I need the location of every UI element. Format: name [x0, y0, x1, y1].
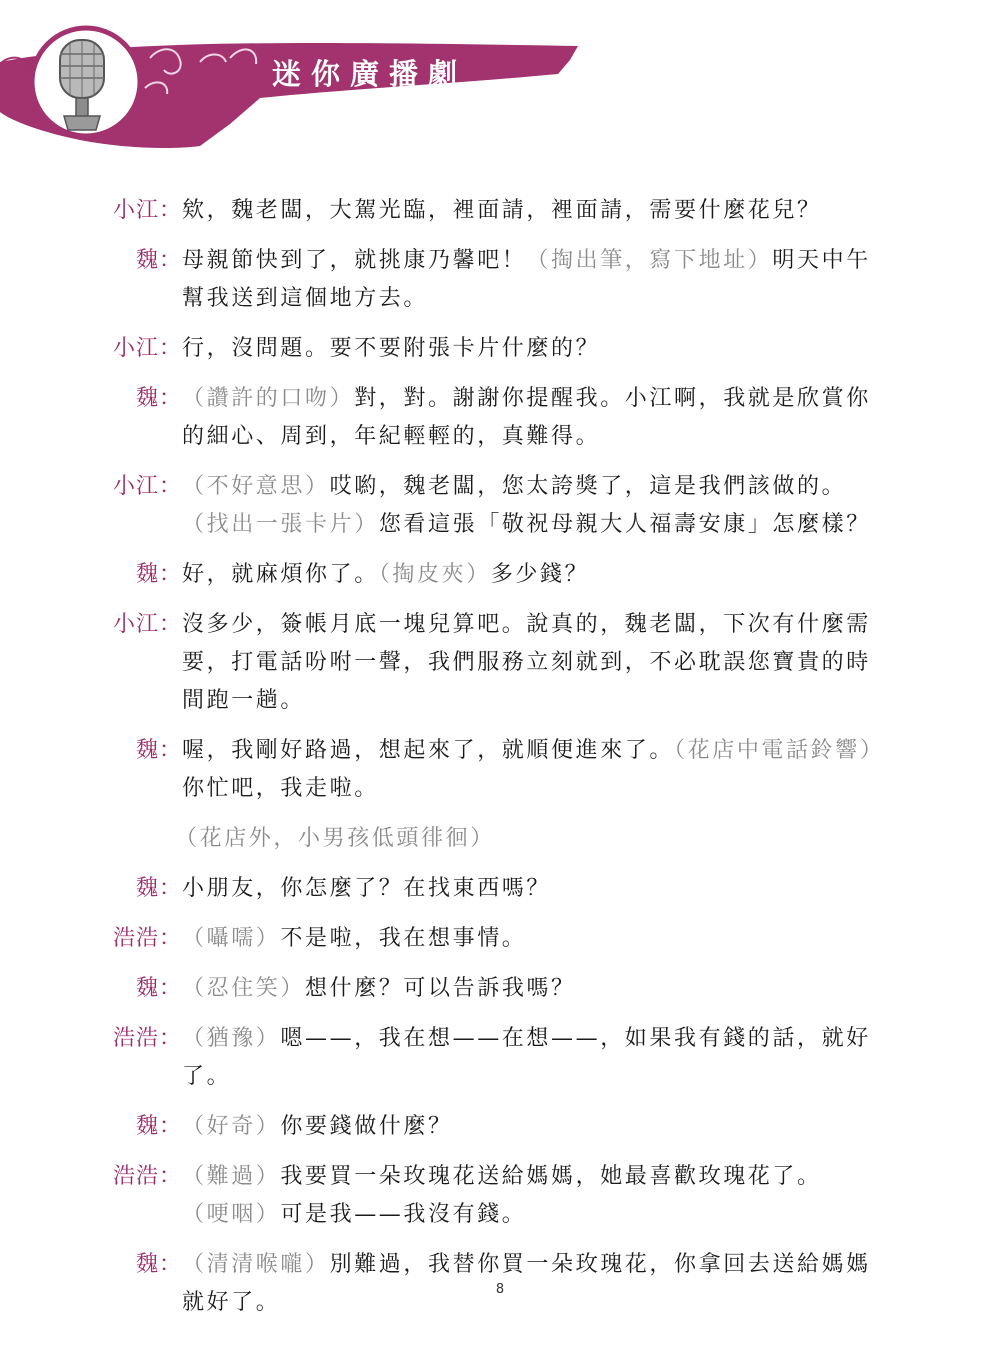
stage-direction-inline: （哽咽）	[182, 1202, 281, 1227]
stage-direction	[0, 820, 1000, 858]
speaker-name: 魏：	[135, 1252, 182, 1277]
speaker-name: 魏：	[135, 248, 182, 273]
stage-direction-text: （花店外，小男孩低頭徘徊）	[175, 826, 495, 851]
speaker-name: 魏：	[135, 562, 182, 587]
speaker-name: 浩浩：	[112, 926, 182, 951]
spoken-text: 行，沒問題。要不要附張卡片什麼的？	[182, 336, 601, 361]
spoken-text: 對，對。謝謝你提醒我。小江啊，我就是欣賞你的細心、周到，年紀輕輕的，真難得。	[182, 386, 871, 449]
dialogue-line	[0, 380, 1000, 456]
spoken-text: 母親節快到了，就挑康乃馨吧！	[182, 248, 527, 273]
spoken-text: 您看這張「敬祝母親大人福壽安康」怎麼樣？	[378, 512, 871, 537]
dialogue-text	[182, 970, 894, 1008]
dialogue-text	[182, 1020, 894, 1096]
dialogue-text	[182, 870, 894, 908]
stage-direction-inline: （掏皮夾）	[378, 562, 491, 587]
dialogue-line	[0, 920, 1000, 958]
spoken-text: 多少錢？	[490, 562, 590, 587]
stage-direction-inline: （囁嚅）	[182, 926, 281, 951]
dialogue-line	[0, 870, 1000, 908]
microphone-icon	[60, 40, 104, 130]
stage-direction-inline: （忍住笑）	[182, 976, 306, 1001]
section-title: 迷你廣播劇	[272, 57, 468, 91]
dialogue-line	[0, 1020, 1000, 1096]
dialogue-line	[0, 330, 1000, 368]
spoken-text: 別難過，我替你買一朵玫瑰花，你拿回去送給媽媽就好了。	[182, 1252, 871, 1315]
stage-direction-inline: （猶豫）	[182, 1026, 281, 1051]
dialogue-text	[182, 1158, 894, 1234]
stage-direction-inline: （花店中電話鈴響）	[674, 738, 885, 763]
dialogue-text	[182, 330, 894, 368]
header-banner	[0, 0, 1000, 160]
script-body	[0, 192, 1000, 1334]
speaker-name: 魏：	[135, 386, 182, 411]
speaker-name: 魏：	[135, 976, 182, 1001]
stage-direction-inline: （讚許的口吻）	[182, 386, 355, 411]
banner-graphic	[0, 0, 1000, 160]
stage-direction-inline: （清清喉嚨）	[182, 1252, 330, 1277]
dialogue-line	[0, 1108, 1000, 1146]
spoken-text: 想什麼？可以告訴我嗎？	[305, 976, 576, 1001]
stage-direction-inline: （不好意思）	[182, 474, 330, 499]
page-number: 8	[495, 1282, 505, 1297]
dialogue-line	[0, 468, 1000, 544]
speaker-name: 小江：	[112, 612, 182, 637]
speaker-name: 浩浩：	[112, 1026, 182, 1051]
dialogue-text	[182, 732, 894, 808]
dialogue-line	[0, 192, 1000, 230]
speaker-name: 魏：	[135, 738, 182, 763]
spoken-text: 小朋友，你怎麼了？在找東西嗎？	[182, 876, 552, 901]
dialogue-text	[182, 242, 894, 318]
dialogue-line	[0, 242, 1000, 318]
dialogue-line	[0, 1158, 1000, 1234]
dialogue-text	[182, 468, 894, 544]
dialogue-text	[182, 556, 894, 594]
spoken-text: 不是啦，我在想事情。	[280, 926, 527, 951]
stage-direction-inline: （難過）	[182, 1164, 281, 1189]
spoken-text: 好，就麻煩你了。	[182, 562, 379, 587]
dialogue-text	[182, 920, 894, 958]
speaker-name: 浩浩：	[112, 1164, 182, 1189]
speaker-name: 魏：	[135, 876, 182, 901]
dialogue-line	[0, 606, 1000, 720]
stage-direction-inline: （掏出筆，寫下地址）	[526, 248, 773, 273]
dialogue-line	[0, 556, 1000, 594]
speaker-name: 魏：	[135, 1114, 182, 1139]
spoken-text: 嗯——，我在想——在想——，如果我有錢的話，就好了。	[182, 1026, 871, 1089]
dialogue-text	[182, 380, 894, 456]
speaker-name: 小江：	[112, 198, 182, 223]
spoken-text: 明天中午幫我送到這個地方去。	[182, 248, 871, 311]
dialogue-line	[0, 732, 1000, 808]
spoken-text: 可是我——我沒有錢。	[280, 1202, 527, 1227]
spoken-text: 哎喲，魏老闆，您太誇獎了，這是我們該做的。	[329, 474, 847, 499]
speaker-name: 小江：	[112, 336, 182, 361]
spoken-text: 喔，我剛好路過，想起來了，就順便進來了。	[182, 738, 675, 763]
spoken-text: 沒多少，簽帳月底一塊兒算吧。說真的，魏老闆，下次有什麼需要，打電話吩咐一聲，我們服務立刻就到，不必耽誤您寶貴的時間跑一趟。	[182, 612, 871, 713]
speaker-name: 小江：	[112, 474, 182, 499]
spoken-text: 欸，魏老闆，大駕光臨，裡面請，裡面請，需要什麼花兒？	[182, 198, 822, 223]
dialogue-text	[182, 606, 894, 720]
dialogue-text	[182, 192, 894, 230]
spoken-text: 你忙吧，我走啦。	[182, 776, 379, 801]
dialogue-text	[182, 1108, 894, 1146]
stage-direction-inline: （找出一張卡片）	[182, 512, 379, 537]
stage-direction-inline: （好奇）	[182, 1114, 281, 1139]
dialogue-line	[0, 970, 1000, 1008]
spoken-text: 你要錢做什麼？	[280, 1114, 453, 1139]
spoken-text: 我要買一朵玫瑰花送給媽媽，她最喜歡玫瑰花了。	[280, 1164, 822, 1189]
